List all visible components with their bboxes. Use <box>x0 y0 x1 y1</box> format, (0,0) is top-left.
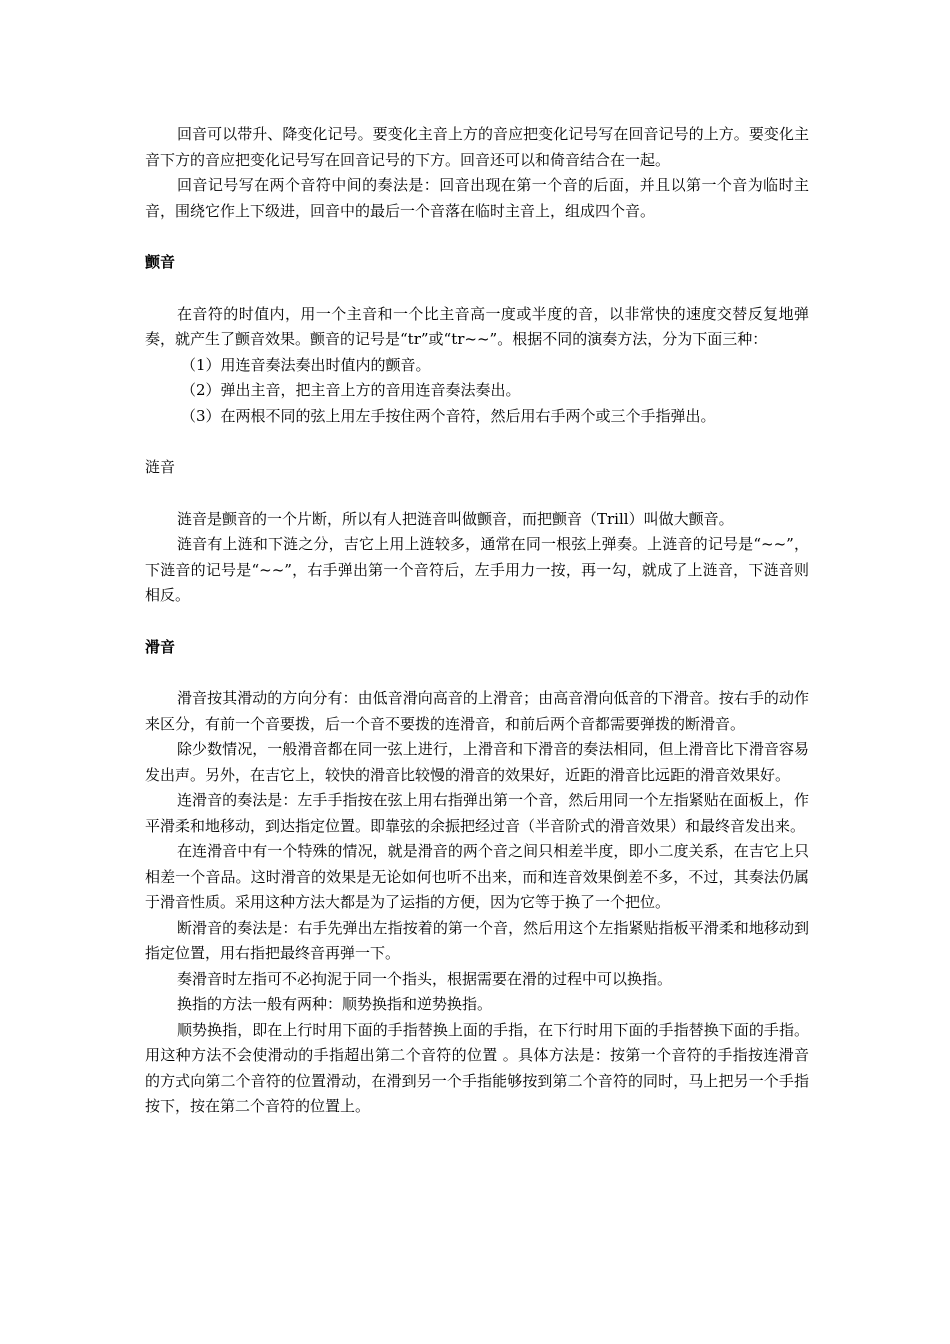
mordent-paragraph-2: 涟音有上涟和下涟之分，吉它上用上涟较多，通常在同一根弦上弹奏。上涟音的记号是“~~”，下涟音的记号是“~~”，右手弹出第一个音符后，左手用力一按，再一勾，就成了上涟音，下涟音则相反。 <box>145 535 809 604</box>
document-page <box>145 122 809 1120</box>
trill-list-item-1: （1）用连音奏法奏出时值内的颤音。 <box>181 355 431 374</box>
glide-paragraph-2: 除少数情况，一般滑音都在同一弦上进行，上滑音和下滑音的奏法相同，但上滑音比下滑音容易发出声。另外，在吉它上，较快的滑音比较慢的滑音的效果好，近距的滑音比远距的滑音效果好。 <box>145 740 809 784</box>
spacer <box>145 224 809 250</box>
spacer <box>145 660 809 686</box>
spacer <box>145 481 809 507</box>
section-heading-glide: 滑音 <box>145 637 176 656</box>
intro-paragraph-1: 回音可以带升、降变化记号。要变化主音上方的音应把变化记号写在回音记号的上方。要变化主音下方的音应把变化记号写在回音记号的下方。回音还可以和倚音结合在一起。 <box>145 125 809 169</box>
spacer <box>145 276 809 302</box>
section-heading-mordent: 涟音 <box>145 458 176 476</box>
mordent-paragraph-1: 涟音是颤音的一个片断，所以有人把涟音叫做颤音，而把颤音（Trill）叫做大颤音。 <box>177 509 734 528</box>
glide-paragraph-8: 顺势换指，即在上行时用下面的手指替换上面的手指，在下行时用下面的手指替换下面的手指。用这种方法不会使滑动的手指超出第二个音符的位置 。具体方法是：按第一个音符的手指按连滑音的方式向第二个音符的位置滑动，在滑到另一个手指能够按到第二个音符的同时，马上把另一个手指按下，按在第二个音符的位置上。 <box>145 1020 809 1115</box>
intro-paragraph-2: 回音记号写在两个音符中间的奏法是：回音出现在第一个音的后面，并且以第一个音为临时主音，围绕它作上下级进，回音中的最后一个音落在临时主音上，组成四个音。 <box>145 176 809 220</box>
spacer <box>145 609 809 635</box>
glide-paragraph-7: 换指的方法一般有两种：顺势换指和逆势换指。 <box>177 995 493 1013</box>
section-heading-trill: 颤音 <box>145 253 176 271</box>
trill-list-item-2: （2）弹出主音，把主音上方的音用连音奏法奏出。 <box>181 381 521 399</box>
glide-paragraph-3: 连滑音的奏法是：左手手指按在弦上用右指弹出第一个音，然后用同一个左指紧贴在面板上，作平滑柔和地移动，到达指定位置。即靠弦的余振把经过音（半音阶式的滑音效果）和最终音发出来。 <box>145 791 809 835</box>
trill-list-item-3: （3）在两根不同的弦上用左手按住两个音符，然后用右手两个或三个手指弹出。 <box>181 406 716 425</box>
spacer <box>145 429 809 455</box>
trill-paragraph-1: 在音符的时值内，用一个主音和一个比主音高一度或半度的音，以非常快的速度交替反复地弹奏，就产生了颤音效果。颤音的记号是“tr”或“tr~~”。根据不同的演奏方法，分为下面三种： <box>145 304 809 348</box>
glide-paragraph-4: 在连滑音中有一个特殊的情况，就是滑音的两个音之间只相差半度，即小二度关系，在吉它上只相差一个音品。这时滑音的效果是无论如何也听不出来，而和连音效果倒差不多，不过，其奏法仍属于滑音性质。采用这种方法大都是为了运指的方便，因为它等于换了一个把位。 <box>145 842 809 911</box>
glide-paragraph-5: 断滑音的奏法是：右手先弹出左指按着的第一个音，然后用这个左指紧贴指板平滑柔和地移动到指定位置，用右指把最终音再弹一下。 <box>145 918 809 962</box>
glide-paragraph-6: 奏滑音时左指可不必拘泥于同一个指头，根据需要在滑的过程中可以换指。 <box>177 969 673 988</box>
glide-paragraph-1: 滑音按其滑动的方向分有：由低音滑向高音的上滑音；由高音滑向低音的下滑音。按右手的动作来区分，有前一个音要拨，后一个音不要拨的连滑音，和前后两个音都需要弹拨的断滑音。 <box>145 689 809 733</box>
